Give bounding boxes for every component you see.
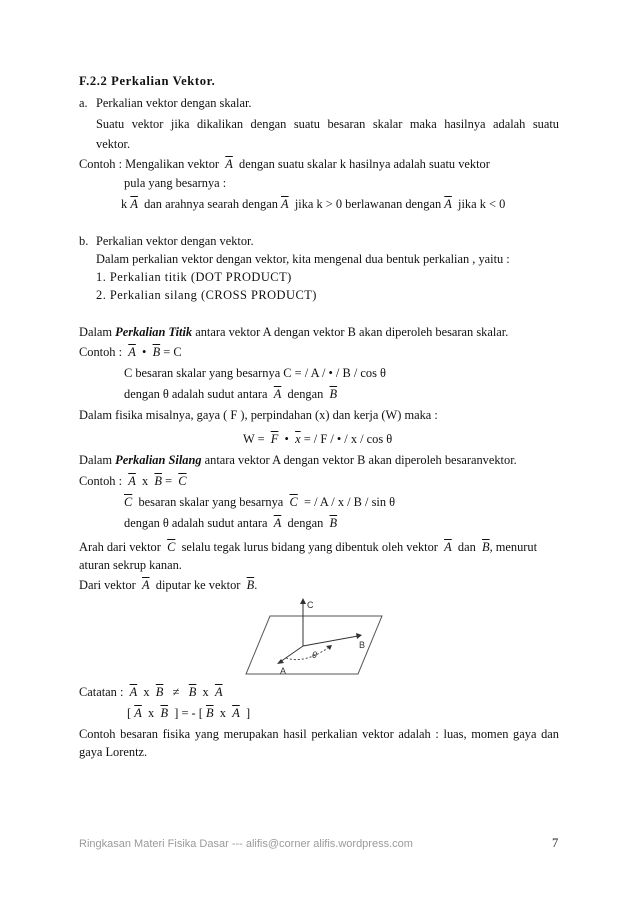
vector-c-arrowhead: [300, 598, 306, 604]
vector-c-symbol: $\overline{C}$: [124, 495, 133, 509]
vector-a-symbol: $\overline{A}$: [444, 540, 452, 554]
rule-post: , menurut: [489, 540, 538, 554]
vector-f-symbol: $\overline{F}$: [270, 432, 279, 446]
example3-text-b: jika k > 0 berlawanan dengan: [294, 197, 442, 211]
vector-a-symbol: $\overline{A}$: [232, 706, 240, 720]
vector-a-symbol: $\overline{A}$: [128, 474, 136, 488]
vector-a-symbol: $\overline{A}$: [128, 345, 136, 359]
cross-operator: x: [143, 685, 150, 699]
cross-operator: x: [148, 706, 155, 720]
page-number: 7: [552, 836, 559, 850]
dot-product-term: Perkalian Titik: [115, 325, 193, 339]
vector-b-symbol: $\overline{B}$: [160, 706, 169, 720]
part-a-desc-line2: vektor.: [96, 137, 131, 151]
bracket-open: [: [127, 706, 132, 720]
cross-product-term: Perkalian Silang: [115, 453, 202, 467]
part-a-example-line1: [79, 157, 490, 172]
magnitude-text: besaran skalar yang besarnya: [138, 495, 284, 509]
physics-example: Dalam fisika misalnya, gaya ( F ), perpindahan (x) dan kerja (W) maka :: [79, 408, 438, 422]
part-a-title: Perkalian vektor dengan skalar.: [96, 96, 252, 110]
rotation-pre: Dari vektor: [79, 578, 136, 592]
angle-mid: dengan: [287, 387, 324, 401]
vector-b-arrowhead: [356, 633, 362, 639]
intro-post: antara vektor A dengan vektor B akan diperoleh besaran skalar.: [195, 325, 509, 339]
work-equation: [243, 432, 392, 447]
intro-post: antara vektor A dengan vektor B akan diperoleh besaranvektor.: [204, 453, 517, 467]
cross-product-example-eq: Contoh : $\overline{A}$ x $\overline{B} = \overline{C}$: [79, 474, 187, 488]
vector-b-symbol: $\overline{B}$: [206, 706, 214, 720]
intro-pre: Dalam: [79, 325, 113, 339]
part-b-item-dot: 1. Perkalian titik (DOT PRODUCT): [96, 270, 292, 284]
dot-operator: •: [142, 345, 147, 359]
vector-c-symbol: $\overline{C}$: [167, 540, 176, 554]
vector-b-symbol: $\overline{B}$: [152, 345, 161, 359]
vector-a-symbol: $\overline{A}$: [273, 516, 282, 530]
vector-a-symbol: $\overline{A}$: [134, 706, 142, 720]
example3-text-c: jika k < 0: [458, 197, 506, 211]
vector-b-symbol: $\overline{B}$: [329, 387, 338, 401]
dot-product-angle: [124, 387, 337, 402]
dot-product-magnitude: C besaran skalar yang besarnya C = / A / • / B / cos θ: [124, 366, 386, 380]
rotation-mid: diputar ke vektor: [155, 578, 241, 592]
part-b-desc: Dalam perkalian vektor dengan vektor, kita mengenal dua bentuk perkalian , yaitu :: [96, 252, 510, 266]
vector-x-symbol: $\overline{x}$: [295, 432, 301, 446]
vector-c-symbol: $\overline{C}$: [178, 474, 187, 488]
vector-c-symbol: $\overline{C}$: [289, 495, 298, 509]
label-a: A: [280, 666, 287, 676]
example-mid: dengan suatu skalar k hasilnya adalah suatu vektor: [239, 157, 490, 171]
page-footer: Ringkasan Materi Fisika Dasar --- alifis@corner alifis.wordpress.com: [79, 838, 413, 850]
vector-b-symbol: $\overline{B}$: [154, 474, 162, 488]
scalar-k: k: [121, 197, 128, 211]
equals-negative: ] = - [: [174, 706, 203, 720]
cross-product-diagram: [240, 596, 390, 682]
note-line1: [79, 685, 223, 700]
dot-product-intro: [79, 325, 508, 340]
angle-mid: dengan: [287, 516, 324, 530]
vector-a-symbol: $\overline{A}$: [281, 197, 289, 211]
not-equal-sign: ≠: [172, 685, 180, 699]
part-a-example-line3: [121, 197, 505, 212]
cross-product-intro: [79, 453, 517, 468]
vector-b-symbol: $\overline{B}$: [329, 516, 338, 530]
right-hand-rule-line2: aturan sekrup kanan.: [79, 558, 182, 572]
rule-dan: dan: [457, 540, 476, 554]
part-b-item-cross: 2. Perkalian silang (CROSS PRODUCT): [96, 288, 317, 302]
angle-pre: dengan θ adalah sudut antara: [124, 516, 268, 530]
cross-operator: x: [202, 685, 209, 699]
rule-mid: selalu tegak lurus bidang yang dibentuk oleh vektor: [181, 540, 438, 554]
vector-b-arrow: [303, 636, 358, 646]
example-label: Contoh :: [79, 345, 123, 359]
vector-a-symbol: $\overline{A}$: [225, 157, 233, 171]
part-b-title: Perkalian vektor dengan vektor.: [96, 234, 254, 248]
vector-b-symbol: $\overline{B}$: [188, 685, 197, 699]
vector-a-symbol: $\overline{A}$: [129, 685, 138, 699]
closing-line2: gaya Lorentz.: [79, 745, 148, 759]
cross-operator: x: [142, 474, 149, 488]
rotation-arc-arrowhead: [326, 645, 332, 650]
note-label: Catatan :: [79, 685, 124, 699]
bracket-close: ]: [245, 706, 251, 720]
vector-a-symbol: $\overline{A}$: [273, 387, 282, 401]
vector-b-symbol: $\overline{B}$: [482, 540, 490, 554]
example-prefix: Contoh : Mengalikan vektor: [79, 157, 220, 171]
cross-operator: x: [219, 706, 226, 720]
vector-b-symbol: $\overline{B}$: [155, 685, 164, 699]
cross-product-magnitude: [124, 495, 395, 510]
vector-a-symbol: $\overline{A}$: [214, 685, 223, 699]
vector-a-symbol: $\overline{A}$: [444, 197, 452, 211]
closing-line1: Contoh besaran fisika yang merupakan hasil perkalian vektor adalah : luas, momen gaya dan: [79, 727, 559, 741]
cross-product-angle: [124, 516, 337, 531]
dot-operator: •: [284, 432, 289, 446]
example3-text-a: dan arahnya searah dengan: [144, 197, 278, 211]
right-hand-rule-line1: [79, 540, 559, 555]
note-line2: [127, 706, 250, 721]
work-eq-pre: W =: [243, 432, 265, 446]
work-eq-post: = / F / • / x / cos θ: [303, 432, 393, 446]
angle-pre: dengan θ adalah sudut antara: [124, 387, 268, 401]
part-a-desc-line1: Suatu vektor jika dikalikan dengan suatu besaran skalar maka hasilnya adalah suatu: [96, 117, 559, 131]
magnitude-tail: = / A / x / B / sin θ: [303, 495, 396, 509]
intro-pre: Dalam: [79, 453, 113, 467]
rotation-direction: Dari vektor $\overline{A}$ diputar ke vektor $\overline{B}$.: [79, 578, 258, 592]
part-b-label: b.: [79, 234, 89, 248]
label-b: B: [359, 640, 366, 650]
section-heading: F.2.2 Perkalian Vektor.: [79, 74, 216, 88]
vector-a-symbol: $\overline{A}$: [141, 578, 150, 592]
example-label: Contoh :: [79, 474, 123, 488]
eq-tail: = C: [163, 345, 182, 359]
label-c: C: [307, 600, 314, 610]
part-a-label: a.: [79, 96, 88, 110]
part-a-example-line2: pula yang besarnya :: [124, 176, 227, 190]
vector-b-symbol: $\overline{B}$: [246, 578, 255, 592]
dot-product-example-eq: [79, 345, 182, 360]
rule-pre: Arah dari vektor: [79, 540, 161, 554]
vector-a-symbol: $\overline{A}$: [130, 197, 138, 211]
label-theta: θ: [312, 650, 317, 660]
